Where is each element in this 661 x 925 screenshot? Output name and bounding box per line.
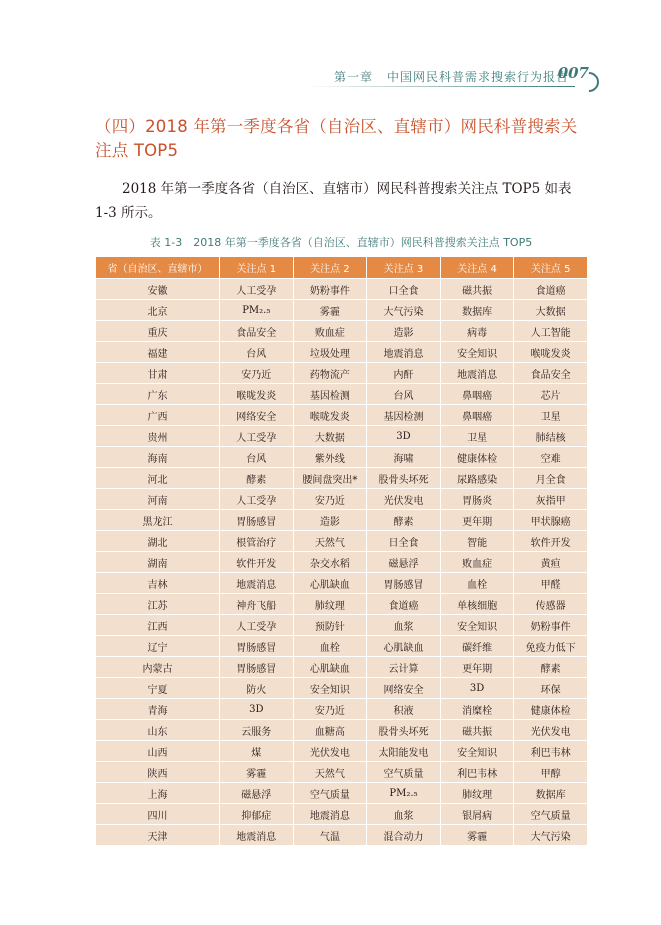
focus-1-cell: 抑郁症 (220, 804, 294, 825)
focus-4-cell: 病毒 (440, 321, 514, 342)
focus-5-cell: 甲状腺癌 (514, 510, 588, 531)
province-cell: 贵州 (96, 426, 220, 447)
focus-2-cell: 雾霾 (293, 300, 367, 321)
header-focus-2: 关注点 2 (293, 257, 367, 279)
focus-4-cell: 磁共振 (440, 279, 514, 300)
table-row (96, 447, 588, 468)
focus-3-cell: 积液 (367, 699, 441, 720)
focus-2-cell: 败血症 (293, 321, 367, 342)
focus-2-cell: 腰间盘突出* (293, 468, 367, 489)
table-row (96, 783, 588, 804)
focus-1-cell: 胃肠感冒 (220, 657, 294, 678)
focus-4-cell: 胃肠炎 (440, 489, 514, 510)
focus-1-cell: 地震消息 (220, 825, 294, 846)
focus-3-cell: 股骨头坏死 (367, 720, 441, 741)
focus-3-cell: 太阳能发电 (367, 741, 441, 762)
focus-table (95, 256, 588, 846)
focus-1-cell: 煤 (220, 741, 294, 762)
province-cell: 福建 (96, 342, 220, 363)
focus-2-cell: 基因检测 (293, 384, 367, 405)
focus-3-cell: PM₂.₅ (367, 783, 441, 804)
focus-5-cell: 免疫力低下 (514, 636, 588, 657)
focus-2-cell: 心肌缺血 (293, 573, 367, 594)
focus-2-cell: 光伏发电 (293, 741, 367, 762)
province-cell: 四川 (96, 804, 220, 825)
focus-2-cell: 垃圾处理 (293, 342, 367, 363)
province-cell: 海南 (96, 447, 220, 468)
focus-3-cell: 大气污染 (367, 300, 441, 321)
focus-3-cell: 台风 (367, 384, 441, 405)
focus-4-cell: 3D (440, 678, 514, 699)
table-row (96, 468, 588, 489)
focus-4-cell: 健康体检 (440, 447, 514, 468)
province-cell: 宁夏 (96, 678, 220, 699)
focus-3-cell: 空气质量 (367, 762, 441, 783)
focus-1-cell: 人工受孕 (220, 426, 294, 447)
focus-1-cell: 3D (220, 699, 294, 720)
province-cell: 吉林 (96, 573, 220, 594)
focus-4-cell: 安全知识 (440, 741, 514, 762)
focus-1-cell: PM₂.₅ (220, 300, 294, 321)
province-cell: 内蒙古 (96, 657, 220, 678)
focus-2-cell: 安乃近 (293, 699, 367, 720)
focus-1-cell: 神舟飞船 (220, 594, 294, 615)
focus-3-cell: 血浆 (367, 804, 441, 825)
province-cell: 陕西 (96, 762, 220, 783)
focus-5-cell: 肺结核 (514, 426, 588, 447)
focus-3-cell: 酵素 (367, 510, 441, 531)
focus-1-cell: 人工受孕 (220, 279, 294, 300)
table-row (96, 594, 588, 615)
focus-2-cell: 血栓 (293, 636, 367, 657)
focus-2-cell: 心肌缺血 (293, 657, 367, 678)
table-row (96, 573, 588, 594)
table-row (96, 363, 588, 384)
focus-2-cell: 安全知识 (293, 678, 367, 699)
focus-1-cell: 酵素 (220, 468, 294, 489)
focus-2-cell: 奶粉事件 (293, 279, 367, 300)
focus-4-cell: 血栓 (440, 573, 514, 594)
province-cell: 江苏 (96, 594, 220, 615)
focus-4-cell: 碳纤维 (440, 636, 514, 657)
table-row (96, 510, 588, 531)
focus-5-cell: 传感器 (514, 594, 588, 615)
focus-5-cell: 空难 (514, 447, 588, 468)
focus-1-cell: 胃肠感冒 (220, 636, 294, 657)
province-cell: 北京 (96, 300, 220, 321)
table-row (96, 678, 588, 699)
province-cell: 广东 (96, 384, 220, 405)
focus-2-cell: 天然气 (293, 762, 367, 783)
table-row (96, 489, 588, 510)
focus-4-cell: 安全知识 (440, 342, 514, 363)
focus-5-cell: 灰指甲 (514, 489, 588, 510)
focus-2-cell: 天然气 (293, 531, 367, 552)
header-focus-5: 关注点 5 (514, 257, 588, 279)
focus-1-cell: 磁悬浮 (220, 783, 294, 804)
focus-5-cell: 酵素 (514, 657, 588, 678)
table-header-row (96, 257, 588, 279)
focus-4-cell: 地震消息 (440, 363, 514, 384)
focus-5-cell: 甲醇 (514, 762, 588, 783)
focus-4-cell: 肺纹理 (440, 783, 514, 804)
focus-4-cell: 安全知识 (440, 615, 514, 636)
focus-2-cell: 喉咙发炎 (293, 405, 367, 426)
book-title: 中国网民科普需求搜索行为报告 (386, 70, 569, 84)
focus-3-cell: 日全食 (367, 531, 441, 552)
table-row (96, 636, 588, 657)
focus-4-cell: 数据库 (440, 300, 514, 321)
focus-4-cell: 尿路感染 (440, 468, 514, 489)
table-row (96, 426, 588, 447)
province-cell: 山东 (96, 720, 220, 741)
focus-4-cell: 磁共振 (440, 720, 514, 741)
table-row (96, 405, 588, 426)
table-row (96, 720, 588, 741)
focus-2-cell: 杂交水稻 (293, 552, 367, 573)
table-row (96, 342, 588, 363)
focus-4-cell: 雾霾 (440, 825, 514, 846)
province-cell: 湖北 (96, 531, 220, 552)
focus-3-cell: 海啸 (367, 447, 441, 468)
header-divider (305, 86, 575, 87)
header-focus-1: 关注点 1 (220, 257, 294, 279)
focus-3-cell: 3D (367, 426, 441, 447)
focus-1-cell: 台风 (220, 447, 294, 468)
focus-2-cell: 紫外线 (293, 447, 367, 468)
focus-3-cell: 云计算 (367, 657, 441, 678)
focus-3-cell: 血浆 (367, 615, 441, 636)
table-row (96, 531, 588, 552)
province-cell: 甘肃 (96, 363, 220, 384)
table-row (96, 384, 588, 405)
table-body (96, 279, 588, 846)
focus-4-cell: 银屑病 (440, 804, 514, 825)
focus-5-cell: 健康体检 (514, 699, 588, 720)
province-cell: 广西 (96, 405, 220, 426)
focus-2-cell: 安乃近 (293, 489, 367, 510)
province-cell: 湖南 (96, 552, 220, 573)
focus-5-cell: 喉咙发炎 (514, 342, 588, 363)
table-row (96, 300, 588, 321)
focus-1-cell: 喉咙发炎 (220, 384, 294, 405)
table-row (96, 321, 588, 342)
focus-5-cell: 奶粉事件 (514, 615, 588, 636)
focus-2-cell: 大数据 (293, 426, 367, 447)
focus-2-cell: 肺纹理 (293, 594, 367, 615)
focus-4-cell: 败血症 (440, 552, 514, 573)
focus-3-cell: 心肌缺血 (367, 636, 441, 657)
body-paragraph: 2018 年第一季度各省（自治区、直辖市）网民科普搜索关注点 TOP5 如表 1-3 所示。 (95, 181, 572, 221)
focus-3-cell: 网络安全 (367, 678, 441, 699)
focus-2-cell: 造影 (293, 510, 367, 531)
province-cell: 上海 (96, 783, 220, 804)
focus-4-cell: 单核细胞 (440, 594, 514, 615)
focus-5-cell: 光伏发电 (514, 720, 588, 741)
province-cell: 辽宁 (96, 636, 220, 657)
running-header (334, 68, 569, 85)
focus-5-cell: 卫星 (514, 405, 588, 426)
table-row (96, 804, 588, 825)
header-focus-4: 关注点 4 (440, 257, 514, 279)
table-row (96, 699, 588, 720)
focus-4-cell: 更年期 (440, 657, 514, 678)
header-province: 省（自治区、直辖市） (96, 257, 220, 279)
focus-1-cell: 网络安全 (220, 405, 294, 426)
table-row (96, 762, 588, 783)
focus-4-cell: 鼻咽癌 (440, 405, 514, 426)
table-row (96, 825, 588, 846)
focus-3-cell: 磁悬浮 (367, 552, 441, 573)
focus-4-cell: 利巴韦林 (440, 762, 514, 783)
focus-5-cell: 软件开发 (514, 531, 588, 552)
focus-1-cell: 云服务 (220, 720, 294, 741)
focus-3-cell: 造影 (367, 321, 441, 342)
focus-5-cell: 大气污染 (514, 825, 588, 846)
focus-2-cell: 空气质量 (293, 783, 367, 804)
focus-1-cell: 根管治疗 (220, 531, 294, 552)
focus-5-cell: 食道癌 (514, 279, 588, 300)
section-heading: （四）2018 年第一季度各省（自治区、直辖市）网民科普搜索关注点 TOP5 (95, 117, 578, 160)
focus-5-cell: 食品安全 (514, 363, 588, 384)
focus-2-cell: 血糖高 (293, 720, 367, 741)
focus-3-cell: 股骨头坏死 (367, 468, 441, 489)
focus-1-cell: 安乃近 (220, 363, 294, 384)
focus-3-cell: 混合动力 (367, 825, 441, 846)
table-row (96, 657, 588, 678)
focus-1-cell: 台风 (220, 342, 294, 363)
focus-1-cell: 胃肠感冒 (220, 510, 294, 531)
chapter-label: 第一章 (333, 70, 373, 84)
province-cell: 重庆 (96, 321, 220, 342)
focus-4-cell: 更年期 (440, 510, 514, 531)
focus-5-cell: 环保 (514, 678, 588, 699)
header-focus-3: 关注点 3 (367, 257, 441, 279)
table-row (96, 552, 588, 573)
table-caption: 表 1-3 2018 年第一季度各省（自治区、直辖市）网民科普搜索关注点 TOP5 (149, 236, 533, 249)
focus-3-cell: 光伏发电 (367, 489, 441, 510)
province-cell: 安徽 (96, 279, 220, 300)
focus-3-cell: 基因检测 (367, 405, 441, 426)
focus-3-cell: 地震消息 (367, 342, 441, 363)
focus-3-cell: 食道癌 (367, 594, 441, 615)
focus-3-cell: 胃肠感冒 (367, 573, 441, 594)
focus-1-cell: 人工受孕 (220, 489, 294, 510)
focus-1-cell: 地震消息 (220, 573, 294, 594)
focus-5-cell: 空气质量 (514, 804, 588, 825)
province-cell: 山西 (96, 741, 220, 762)
focus-5-cell: 人工智能 (514, 321, 588, 342)
focus-3-cell: 口全食 (367, 279, 441, 300)
province-cell: 河北 (96, 468, 220, 489)
table-row (96, 741, 588, 762)
province-cell: 黑龙江 (96, 510, 220, 531)
focus-2-cell: 药物流产 (293, 363, 367, 384)
province-cell: 青海 (96, 699, 220, 720)
focus-4-cell: 卫星 (440, 426, 514, 447)
focus-5-cell: 利巴韦林 (514, 741, 588, 762)
focus-1-cell: 人工受孕 (220, 615, 294, 636)
focus-5-cell: 数据库 (514, 783, 588, 804)
focus-5-cell: 甲醛 (514, 573, 588, 594)
focus-1-cell: 食品安全 (220, 321, 294, 342)
page-number: 007 (557, 64, 589, 82)
focus-2-cell: 气温 (293, 825, 367, 846)
focus-5-cell: 芯片 (514, 384, 588, 405)
focus-2-cell: 地震消息 (293, 804, 367, 825)
focus-1-cell: 雾霾 (220, 762, 294, 783)
focus-1-cell: 防火 (220, 678, 294, 699)
focus-1-cell: 软件开发 (220, 552, 294, 573)
table-row (96, 279, 588, 300)
province-cell: 江西 (96, 615, 220, 636)
focus-5-cell: 黄疸 (514, 552, 588, 573)
table-row (96, 615, 588, 636)
focus-3-cell: 内酐 (367, 363, 441, 384)
focus-5-cell: 月全食 (514, 468, 588, 489)
focus-4-cell: 智能 (440, 531, 514, 552)
focus-2-cell: 预防针 (293, 615, 367, 636)
province-cell: 河南 (96, 489, 220, 510)
focus-5-cell: 大数据 (514, 300, 588, 321)
focus-4-cell: 鼻咽癌 (440, 384, 514, 405)
focus-4-cell: 消糜栓 (440, 699, 514, 720)
province-cell: 天津 (96, 825, 220, 846)
